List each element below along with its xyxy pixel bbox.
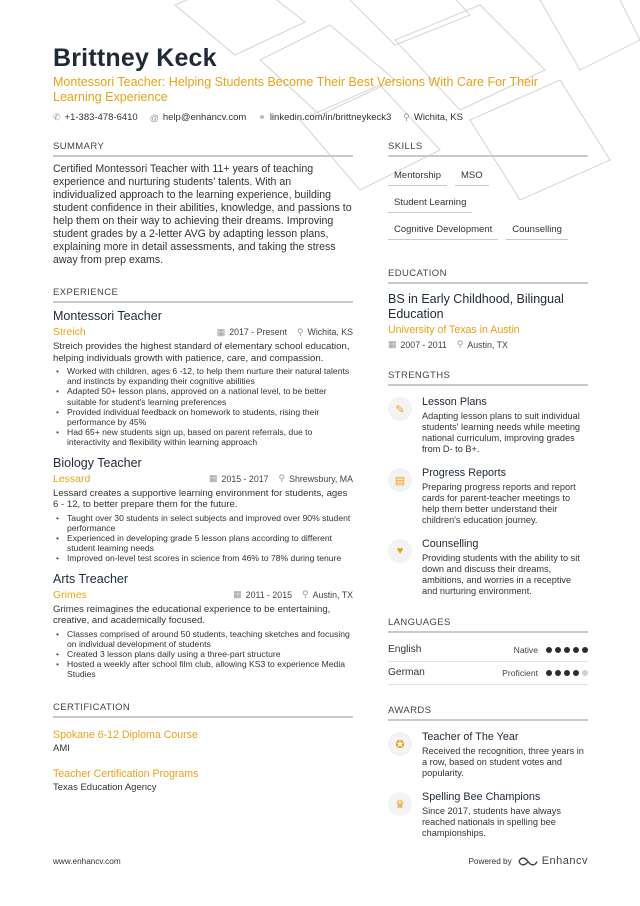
list-item: • Created 3 lesson plans daily using a three-part structure: [53, 649, 353, 659]
strength-description: Preparing progress reports and report cards for parent-teacher meetings to help them better understand their children's education journey.: [422, 482, 576, 525]
strength-entry: [388, 538, 588, 597]
job-entry: [53, 456, 353, 564]
experience-heading: EXPERIENCE: [53, 287, 353, 303]
strength-title: Progress Reports: [422, 467, 507, 479]
certification-heading: CERTIFICATION: [53, 702, 353, 718]
languages-heading: LANGUAGES: [388, 617, 588, 633]
location-icon: ⚲: [403, 112, 410, 122]
resume-header: [53, 44, 593, 123]
medal-icon: ✪: [388, 732, 412, 756]
job-description: Streich provides the highest standard of elementary school education, helping individuals growth with patience, care, and compassion.: [53, 341, 350, 364]
list-item: • Had 65+ new students sign up, based on parent referrals, due to interactivity and flexibility within learning approach: [53, 427, 353, 447]
contact-linkedin[interactable]: ⚭ linkedin.com/in/brittneykeck3: [258, 112, 392, 123]
language-row: [388, 639, 588, 662]
skill-tag: Counselling: [506, 221, 568, 240]
job-bullets: [53, 366, 353, 448]
education-meta: [388, 339, 588, 350]
award-description: Received the recognition, three years in a row, based on student votes and popularity.: [422, 746, 584, 778]
skills-heading: SKILLS: [388, 141, 588, 157]
contact-phone[interactable]: ✆ +1-383-478-6410: [53, 112, 138, 123]
calendar-icon: ▦: [209, 473, 218, 484]
list-item: • Improved on-level test scores in science from 46% to 78% during tenure: [53, 553, 353, 563]
candidate-name: Brittney Keck: [53, 44, 217, 72]
language-level: Native: [513, 644, 538, 655]
language-row: [388, 662, 588, 685]
calendar-icon: ▦: [388, 339, 397, 349]
contact-location: ⚲ Wichita, KS: [403, 112, 463, 123]
certification-name: Spokane 6-12 Diploma Course: [53, 728, 198, 741]
job-location: Shrewsbury, MA: [289, 473, 353, 484]
enhancv-logo-icon: [518, 856, 538, 867]
language-rating: [546, 647, 588, 653]
skill-tag: Student Learning: [388, 194, 472, 213]
job-description: Lessard creates a supportive learning environment for students, ages 6 - 12, to better prepare them for the future.: [53, 487, 348, 511]
job-location: Wichita, KS: [307, 327, 353, 337]
award-title: Spelling Bee Champions: [422, 791, 541, 803]
contact-row: [53, 112, 593, 123]
report-icon: ▤: [388, 468, 412, 492]
job-dates: 2017 - Present: [229, 327, 287, 337]
page-footer: [53, 855, 588, 867]
rating-dot: [582, 647, 588, 653]
award-title: Teacher of The Year: [422, 731, 519, 743]
certification-org: Texas Education Agency: [53, 781, 157, 793]
language-name: English: [388, 644, 422, 655]
link-icon: ⚭: [258, 112, 266, 122]
list-item: • Taught over 30 students in select subjects and improved over 90% student performance: [53, 513, 353, 533]
trophy-icon: ♛: [388, 792, 412, 816]
brand-name: Enhancv: [541, 855, 588, 867]
contact-email[interactable]: @ help@enhancv.com: [149, 112, 247, 123]
job-entry: [53, 309, 353, 448]
certification-entry: [53, 728, 353, 755]
education-location: Austin, TX: [467, 339, 508, 350]
strength-description: Providing students with the ability to sit down and discuss their dreams, ambitions, and worries in a receptive and nurturing environment.: [422, 553, 580, 596]
job-entry: [53, 572, 353, 680]
certification-org: AMI: [53, 742, 70, 754]
strength-entry: [388, 467, 588, 526]
company-name: Lessard: [53, 472, 91, 485]
list-item: • Adapted 50+ lesson plans, approved on a national level, to be better suitable for student's learning preferences: [53, 386, 353, 406]
list-item: • Experienced in developing grade 5 lesson plans according to different student learning needs: [53, 533, 353, 553]
strength-entry: [388, 396, 588, 455]
footer-website[interactable]: www.enhancv.com: [53, 856, 121, 866]
skill-tag: Mentorship: [388, 167, 447, 186]
education-heading: EDUCATION: [388, 268, 588, 284]
brand-logo[interactable]: [518, 855, 588, 867]
summary-heading: SUMMARY: [53, 141, 353, 157]
company-name: Grimes: [53, 588, 87, 601]
rating-dot: [573, 670, 579, 676]
job-location: Austin, TX: [312, 589, 353, 600]
list-item: • Worked with children, ages 6 -12, to help them nurture their natural talents and instincts by expanding their cognitive abilities: [53, 366, 353, 386]
job-title: Biology Teacher: [53, 455, 142, 470]
rating-dot: [582, 670, 588, 676]
strength-description: Adapting lesson plans to suit individual students' learning needs while meeting national curriculum, improving grades from D- to B+.: [422, 411, 581, 454]
rating-dot: [546, 670, 552, 676]
candidate-tagline: Montessori Teacher: Helping Students Become Their Best Versions With Care For Their Learning Experience: [53, 75, 538, 104]
location-icon: ⚲: [301, 589, 309, 600]
list-item: • Classes comprised of around 50 students, teaching sketches and focusing on individual development of students: [53, 629, 353, 649]
location-icon: ⚲: [296, 326, 304, 337]
rating-dot: [555, 647, 561, 653]
job-dates: 2011 - 2015: [245, 589, 292, 600]
rating-dot: [555, 670, 561, 676]
list-item: • Provided individual feedback on homework to students, rising their performance by 45%: [53, 407, 353, 427]
at-icon: @: [149, 112, 159, 123]
left-column: [53, 141, 353, 802]
language-name: German: [388, 667, 425, 678]
skill-tag: Cognitive Development: [388, 221, 498, 240]
certification-entry: [53, 767, 353, 794]
rating-dot: [573, 647, 579, 653]
award-description: Since 2017, students have always reached nationals in spelling bee championships.: [422, 806, 561, 838]
language-level: Proficient: [502, 667, 538, 678]
job-title: Montessori Teacher: [53, 309, 162, 323]
list-item: • Hosted a weekly after school film club, allowing KS3 to experience Media Studies: [53, 659, 353, 679]
award-entry: [388, 791, 588, 839]
award-entry: [388, 731, 588, 779]
job-bullets: [53, 629, 353, 680]
location-icon: ⚲: [278, 473, 286, 484]
strength-title: Lesson Plans: [422, 396, 487, 408]
company-name: Streich: [53, 326, 86, 338]
right-column: [388, 141, 588, 851]
rating-dot: [564, 647, 570, 653]
language-rating: [546, 670, 588, 676]
rating-dot: [564, 670, 570, 676]
powered-by-label: Powered by: [468, 856, 512, 866]
skills-list: [388, 167, 588, 248]
education-dates: 2007 - 2011: [400, 339, 447, 350]
calendar-icon: ▦: [233, 589, 242, 600]
location-icon: ⚲: [456, 339, 464, 349]
strengths-heading: STRENGTHS: [388, 370, 588, 386]
powered-by: [468, 855, 588, 867]
certification-name: Teacher Certification Programs: [53, 767, 199, 780]
strength-title: Counselling: [422, 538, 479, 550]
job-description: Grimes reimagines the educational experience to be entertaining, creative, and academically focused.: [53, 603, 331, 627]
job-dates: 2015 - 2017: [221, 473, 269, 484]
rating-dot: [546, 647, 552, 653]
job-title: Arts Treacher: [53, 571, 129, 586]
summary-text: Certified Montessori Teacher with 11+ years of teaching experience and nurturing students' talents. With an individualized approach to the learning experience, building student confidence in their abilities, knowledge, and passions to help them on their way to achieving their dreams. Improving student grades by a 2-letter AVG by adapting lesson plans, explaining more in detail assessments, and taking the stress away from prep exams.: [53, 163, 352, 266]
calendar-icon: ▦: [216, 326, 226, 337]
job-bullets: [53, 513, 353, 564]
education-school: University of Texas in Austin: [388, 324, 520, 336]
phone-icon: ✆: [53, 112, 61, 122]
wand-icon: ✎: [388, 397, 412, 421]
hand-heart-icon: ♥: [388, 539, 412, 563]
skill-tag: MSO: [455, 167, 489, 186]
awards-heading: AWARDS: [388, 705, 588, 721]
education-degree: BS in Early Childhood, Bilingual Education: [388, 292, 564, 321]
